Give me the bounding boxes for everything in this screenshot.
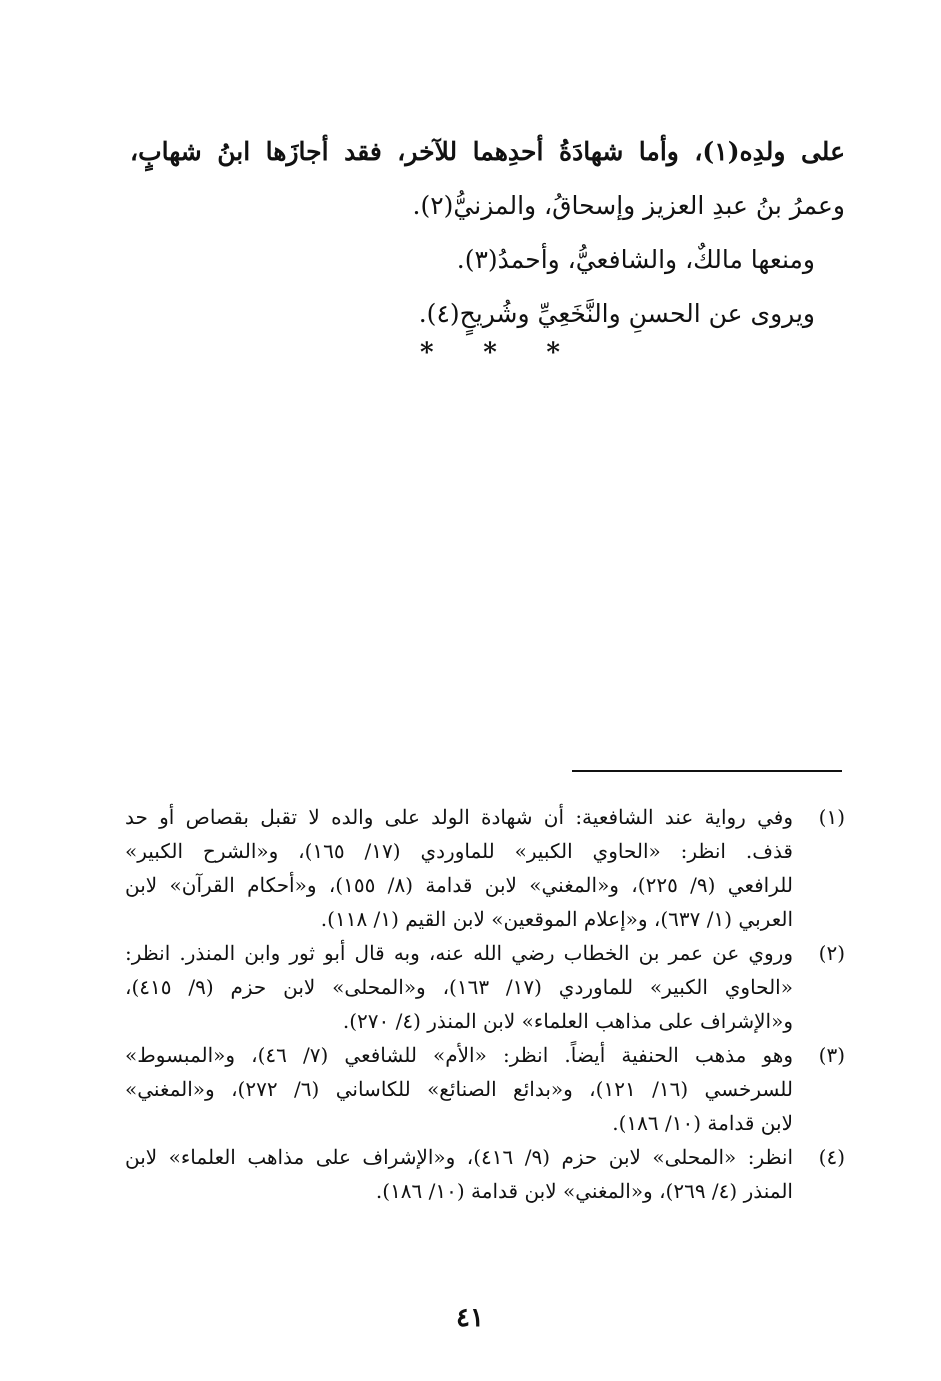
footnote-divider bbox=[572, 770, 842, 772]
footnote-number: (٣) bbox=[818, 1043, 845, 1067]
footnote-3 bbox=[125, 1038, 845, 1140]
footnote-number: (١) bbox=[818, 805, 845, 829]
footnote-line: «الحاوي الكبير» للماوردي (١٧/ ١٦٣)، و«المحلى» لابن حزم (٩/ ٤١٥)، bbox=[125, 975, 793, 999]
footnote-1 bbox=[125, 800, 845, 936]
footnote-line: للرافعي (٩/ ٢٢٥)، و«المغني» لابن قدامة (٨/ ١٥٥)، و«أحكام القرآن» لابن bbox=[125, 873, 793, 897]
footnote-line: وفي رواية عند الشافعية: أن شهادة الولد على والده لا تقبل بقصاص أو حد bbox=[125, 805, 793, 829]
footnote-2 bbox=[125, 936, 845, 1038]
footnote-body bbox=[125, 936, 793, 1038]
footnote-number: (٤) bbox=[818, 1145, 845, 1169]
footnote-line: قذف. انظر: «الحاوي الكبير» للماوردي (١٧/ ١٦٥)، و«الشرح الكبير» bbox=[125, 839, 793, 863]
separator-star: * bbox=[483, 338, 497, 368]
main-text-line: ومنعها مالكٌ، والشافعيُّ، وأحمدُ(٣). bbox=[456, 245, 815, 274]
main-text-line: وعمرُ بنُ عبدِ العزيز وإسحاقُ، والمزنيُّ(٢). bbox=[412, 191, 845, 220]
footnote-line: للسرخسي (١٦/ ١٢١)، و«بدائع الصنائع» للكاساني (٦/ ٢٧٢)، و«المغني» bbox=[125, 1077, 793, 1101]
footnote-line: وروي عن عمر بن الخطاب رضي الله عنه، وبه قال أبو ثور وابن المنذر. انظر: bbox=[125, 941, 793, 965]
footnotes bbox=[125, 800, 845, 1208]
footnote-line: وهو مذهب الحنفية أيضاً. انظر: «الأم» للشافعي (٧/ ٤٦)، و«المبسوط» bbox=[125, 1043, 793, 1067]
section-separator bbox=[420, 338, 560, 368]
main-text bbox=[130, 125, 845, 341]
footnote-body bbox=[125, 800, 793, 936]
footnote-line: لابن قدامة (١٠/ ١٨٦). bbox=[612, 1111, 793, 1135]
footnote-body bbox=[125, 1038, 793, 1140]
footnote-line: انظر: «المحلى» لابن حزم (٩/ ٤١٦)، و«الإشراف على مذاهب العلماء» لابن bbox=[125, 1145, 793, 1169]
separator-star: * bbox=[546, 338, 560, 368]
footnote-body bbox=[125, 1140, 793, 1208]
main-text-line: ويروى عن الحسنِ والنَّخَعِيِّ وشُريحٍ(٤). bbox=[418, 299, 815, 328]
footnote-line: المنذر (٤/ ٢٦٩)، و«المغني» لابن قدامة (١٠/ ١٨٦). bbox=[375, 1179, 793, 1203]
footnote-number: (٢) bbox=[818, 941, 845, 965]
footnote-line: العربي (١/ ٦٣٧)، و«إعلام الموقعين» لابن القيم (١/ ١١٨). bbox=[320, 907, 793, 931]
footnote-line: و«الإشراف على مذاهب العلماء» لابن المنذر (٤/ ٢٧٠). bbox=[342, 1009, 793, 1033]
footnote-4 bbox=[125, 1140, 845, 1208]
separator-star: * bbox=[420, 338, 434, 368]
main-text-line: على ولدِه(١)، وأما شهادَةُ أحدِهما للآخر، فقد أجازَها ابنُ شهابٍ، bbox=[130, 137, 845, 166]
page-number: ٤١ bbox=[456, 1303, 484, 1333]
